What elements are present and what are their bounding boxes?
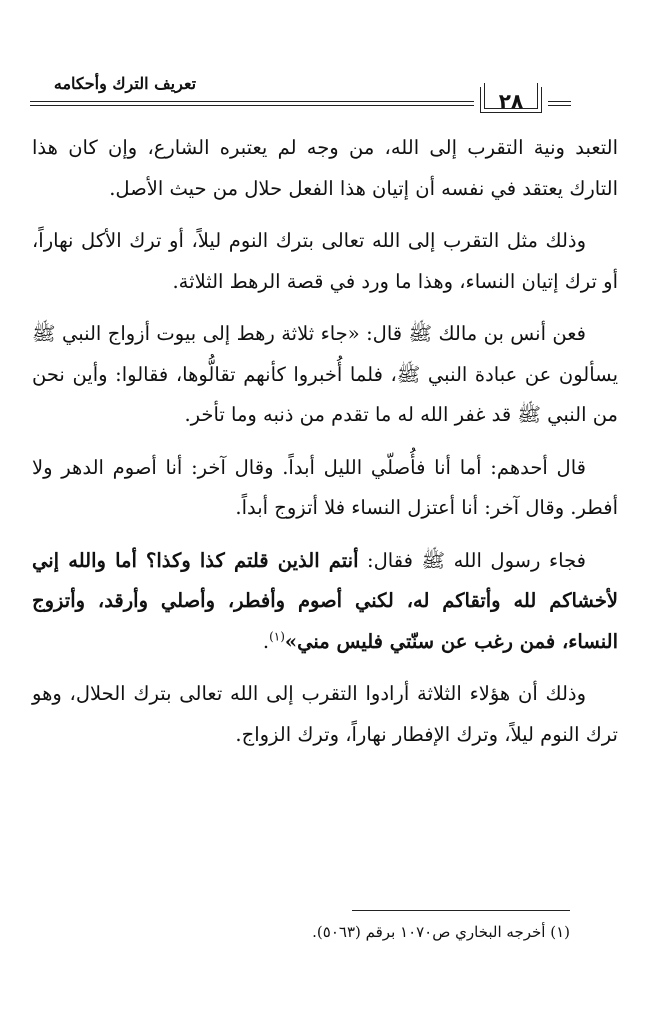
paragraph-3: فعن أنس بن مالك ﷺ قال: «جاء ثلاثة رهط إلى بيوت أزواج النبي ﷺ يسألون عن عبادة النبي ﷺ، فلما أُخبروا كأنهم تقالُّوها، فقالوا: وأين نحن من النبي ﷺ قد غفر الله له ما تقدم من ذنبه وما تأخر. bbox=[32, 322, 618, 426]
page-number: ٢٨ bbox=[498, 89, 524, 113]
header-rule-right-top bbox=[548, 101, 571, 102]
footnote-ref[interactable]: (١) bbox=[269, 629, 285, 643]
hadith-lead: فجاء رسول الله ﷺ فقال: bbox=[358, 548, 587, 572]
paragraph-6: وذلك أن هؤلاء الثلاثة أرادوا التقرب إلى الله تعالى بترك الحلال، وهو ترك النوم ليلاً، وترك الإفطار نهاراً، وترك الزواج. bbox=[32, 682, 618, 746]
footnote-text: (١) أخرجه البخاري ص١٠٧٠ برقم (٥٠٦٣). bbox=[312, 923, 570, 941]
paragraph-4: قال أحدهم: أما أنا فأُصلّي الليل أبداً. وقال آخر: أنا أصوم الدهر ولا أفطر. وقال آخر: أنا أعتزل النساء فلا أتزوج أبداً. bbox=[32, 455, 618, 519]
header-rule-right-bottom bbox=[548, 105, 571, 106]
body-text bbox=[32, 128, 618, 767]
hadith-end: . bbox=[262, 629, 270, 653]
footnote-rule bbox=[352, 910, 570, 911]
paragraph-1: التعبد ونية التقرب إلى الله، من وجه لم يعتبره الشارع، وإن كان هذا التارك يعتقد في نفسه أن إتيان هذا الفعل حلال من حيث الأصل. bbox=[32, 136, 618, 200]
header-rule-left-bottom bbox=[30, 105, 474, 106]
paragraph-5 bbox=[32, 541, 618, 663]
hadith-quote: أنتم الذين قلتم كذا وكذا؟ أما والله إني لأخشاكم لله وأتقاكم له، لكني أصوم وأفطر، وأصلي وأرقد، وأتزوج النساء، فمن رغب عن سنّتي فليس مني» bbox=[32, 548, 618, 653]
paragraph-2: وذلك مثل التقرب إلى الله تعالى بترك النوم ليلاً، أو ترك الأكل نهاراً، أو ترك إتيان النساء، وهذا ما ورد في قصة الرهط الثلاثة. bbox=[32, 229, 618, 293]
running-header-title: تعريف الترك وأحكامه bbox=[53, 74, 197, 93]
header-rule-left-top bbox=[30, 101, 474, 102]
